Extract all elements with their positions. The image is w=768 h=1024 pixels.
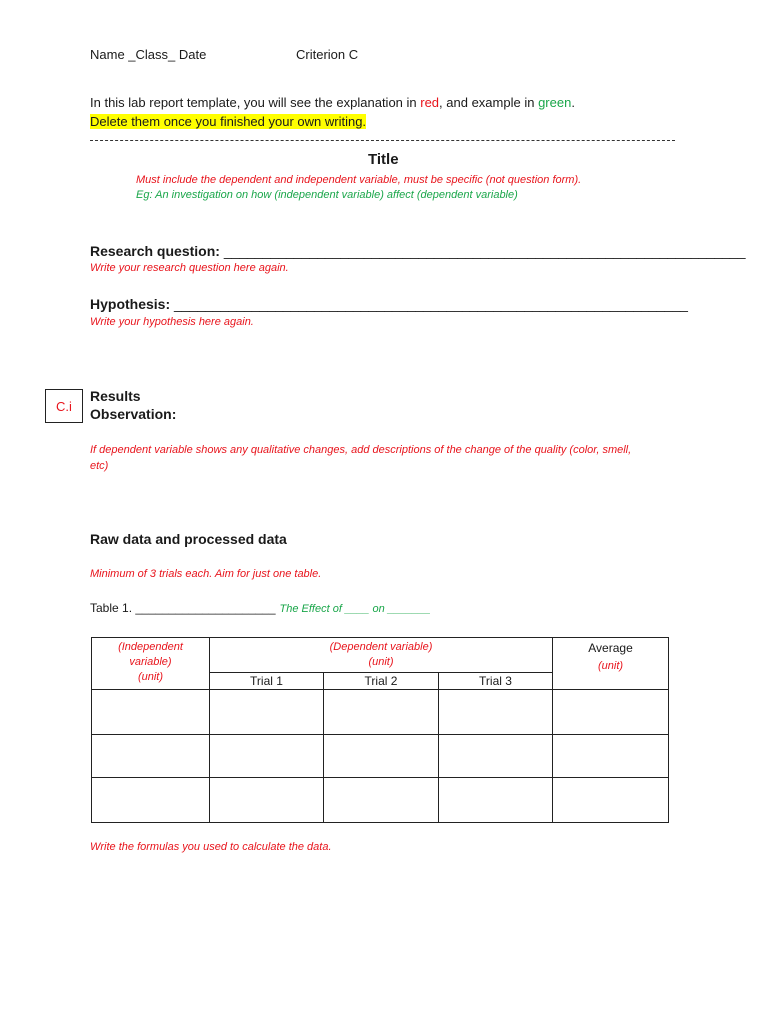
observation-heading: Observation: (90, 406, 177, 422)
trial-1-header: Trial 1 (210, 673, 324, 690)
intro-part2: , and example in (439, 95, 539, 110)
divider-dashed (90, 140, 675, 141)
research-question-blank[interactable]: ___________________________________________________________________ (223, 243, 746, 259)
table-cell[interactable] (553, 735, 669, 778)
table-cell[interactable] (92, 690, 210, 735)
average-header (553, 638, 669, 690)
table-cell[interactable] (553, 690, 669, 735)
average-label: Average (588, 641, 633, 655)
table-cell[interactable] (439, 690, 553, 735)
hypothesis-blank[interactable]: __________________________________________________________________ (174, 296, 688, 312)
research-question-label: Research question: (90, 243, 224, 259)
hypothesis-row (90, 296, 688, 312)
results-heading: Results (90, 388, 141, 404)
dependent-unit: (unit) (368, 656, 394, 668)
dependent-variable-header (210, 638, 553, 673)
independent-line1: (Independent (118, 641, 183, 653)
intro-red-word: red (420, 95, 440, 110)
title-explanation: Must include the dependent and independent variable, must be specific (not question form). (136, 174, 582, 186)
delete-note (90, 114, 366, 129)
table-cell[interactable] (92, 735, 210, 778)
title-example: Eg: An investigation on how (independent variable) affect (dependent variable) (136, 189, 518, 201)
table-caption-blank[interactable]: _____________________ (135, 601, 276, 615)
table-row (92, 735, 669, 778)
table-row (92, 690, 669, 735)
dependent-label: (Dependent variable) (329, 641, 433, 653)
table-row (92, 778, 669, 823)
hypothesis-explanation: Write your hypothesis here again. (90, 316, 254, 328)
hypothesis-label: Hypothesis: (90, 296, 175, 312)
formulas-explanation: Write the formulas you used to calculate the data. (90, 841, 332, 853)
intro-part1: In this lab report template, you will see the explanation in (90, 95, 421, 110)
criterion-label: Criterion C (296, 47, 359, 62)
table-cell[interactable] (439, 735, 553, 778)
criterion-ci-box: C.i (45, 389, 83, 423)
table-caption-label: Table 1. (90, 601, 136, 615)
raw-data-heading: Raw data and processed data (90, 531, 287, 547)
independent-unit: (unit) (137, 671, 164, 683)
trial-3-header: Trial 3 (439, 673, 553, 690)
table-cell[interactable] (324, 690, 439, 735)
raw-data-explanation: Minimum of 3 trials each. Aim for just one table. (90, 568, 322, 580)
intro-part3: . (571, 95, 575, 110)
table-cell[interactable] (324, 778, 439, 823)
table-cell[interactable] (553, 778, 669, 823)
table-cell[interactable] (210, 735, 324, 778)
observation-explanation-line1: If dependent variable shows any qualitative changes, add descriptions of the change of the quality (color, smell, (90, 444, 632, 456)
observation-explanation-line2: etc) (90, 460, 109, 472)
title-heading: Title (368, 151, 399, 168)
name-class-date-label: Name _Class_ Date (90, 47, 207, 62)
intro-green-word: green (538, 95, 572, 110)
average-unit: (unit) (597, 660, 624, 672)
intro-text (90, 95, 575, 110)
independent-line2: variable) (129, 656, 172, 668)
trial-2-header: Trial 2 (324, 673, 439, 690)
table-cell[interactable] (439, 778, 553, 823)
independent-variable-header (92, 638, 210, 690)
table-cell[interactable] (324, 735, 439, 778)
research-question-explanation: Write your research question here again. (90, 262, 289, 274)
data-table (91, 637, 669, 823)
table-caption-example: The Effect of ____ on _______ (279, 603, 431, 615)
table-cell[interactable] (210, 778, 324, 823)
table-cell[interactable] (210, 690, 324, 735)
research-question-row (90, 243, 746, 259)
table-cell[interactable] (92, 778, 210, 823)
table-caption-row (90, 601, 431, 615)
delete-note-text: Delete them once you finished your own writing. (90, 114, 367, 129)
